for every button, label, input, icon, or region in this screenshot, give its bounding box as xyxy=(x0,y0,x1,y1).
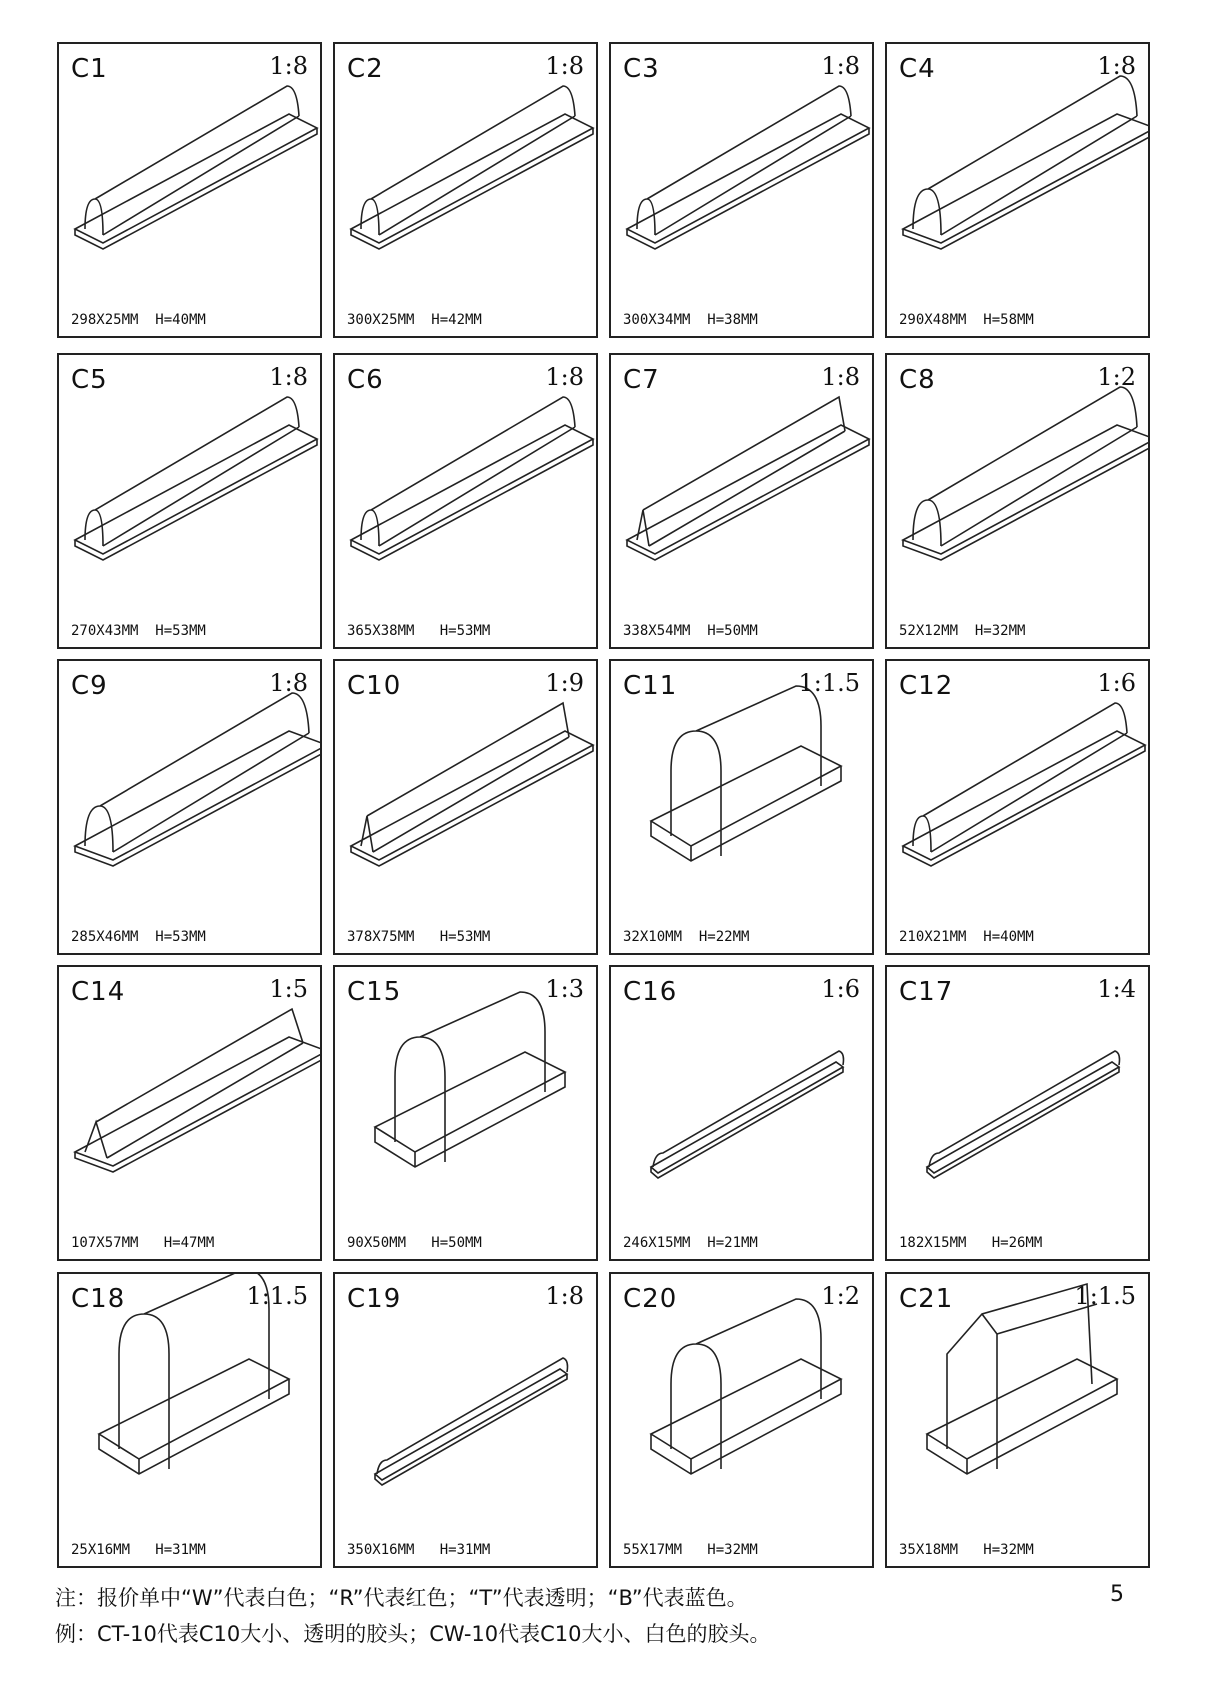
product-code: C7 xyxy=(623,365,660,395)
product-code: C4 xyxy=(899,54,936,84)
product-code: C5 xyxy=(71,365,108,395)
product-card-c2 xyxy=(333,42,598,338)
product-drawing xyxy=(887,355,1148,647)
drawing-scale: 1:9 xyxy=(545,669,584,697)
product-card-c6 xyxy=(333,353,598,649)
product-card-c7 xyxy=(609,353,874,649)
product-card-c8 xyxy=(885,353,1150,649)
drawing-scale: 1:4 xyxy=(1097,975,1136,1003)
product-drawing xyxy=(59,661,320,953)
example-note: 例：CT-10代表C10大小、透明的胶头；CW-10代表C10大小、白色的胶头。 xyxy=(55,1622,771,1646)
product-card-c14 xyxy=(57,965,322,1261)
drawing-scale: 1:8 xyxy=(545,1282,584,1310)
product-card-c16 xyxy=(609,965,874,1261)
product-card-c1 xyxy=(57,42,322,338)
color-code-note: 注：报价单中“W”代表白色；“R”代表红色；“T”代表透明；“B”代表蓝色。 xyxy=(55,1586,748,1610)
drawing-scale: 1:1.5 xyxy=(246,1282,308,1310)
drawing-scale: 1:5 xyxy=(269,975,308,1003)
product-code: C20 xyxy=(623,1284,678,1314)
product-drawing xyxy=(887,661,1148,953)
product-dimensions: 378X75MM H=53MM xyxy=(347,929,491,945)
product-code: C14 xyxy=(71,977,126,1007)
product-card-c4 xyxy=(885,42,1150,338)
product-code: C15 xyxy=(347,977,402,1007)
product-drawing xyxy=(335,967,596,1259)
product-code: C9 xyxy=(71,671,108,701)
drawing-scale: 1:1.5 xyxy=(798,669,860,697)
product-card-c12 xyxy=(885,659,1150,955)
product-dimensions: 270X43MM H=53MM xyxy=(71,623,206,639)
drawing-scale: 1:6 xyxy=(1097,669,1136,697)
product-code: C17 xyxy=(899,977,954,1007)
product-code: C11 xyxy=(623,671,678,701)
product-drawing xyxy=(335,355,596,647)
product-card-c3 xyxy=(609,42,874,338)
product-card-c15 xyxy=(333,965,598,1261)
product-drawing xyxy=(59,967,320,1259)
product-code: C12 xyxy=(899,671,954,701)
product-drawing xyxy=(887,1274,1148,1566)
product-dimensions: 350X16MM H=31MM xyxy=(347,1542,491,1558)
product-dimensions: 25X16MM H=31MM xyxy=(71,1542,206,1558)
drawing-scale: 1:8 xyxy=(269,363,308,391)
drawing-scale: 1:8 xyxy=(545,363,584,391)
drawing-scale: 1:8 xyxy=(821,52,860,80)
product-code: C16 xyxy=(623,977,678,1007)
product-dimensions: 55X17MM H=32MM xyxy=(623,1542,758,1558)
product-card-c10 xyxy=(333,659,598,955)
product-dimensions: 300X34MM H=38MM xyxy=(623,312,758,328)
product-dimensions: 285X46MM H=53MM xyxy=(71,929,206,945)
product-card-c11 xyxy=(609,659,874,955)
product-code: C6 xyxy=(347,365,384,395)
product-dimensions: 300X25MM H=42MM xyxy=(347,312,482,328)
product-dimensions: 365X38MM H=53MM xyxy=(347,623,491,639)
product-dimensions: 107X57MM H=47MM xyxy=(71,1235,215,1251)
product-dimensions: 182X15MM H=26MM xyxy=(899,1235,1043,1251)
drawing-scale: 1:8 xyxy=(1097,52,1136,80)
product-card-c19 xyxy=(333,1272,598,1568)
product-code: C18 xyxy=(71,1284,126,1314)
product-drawing xyxy=(887,44,1148,336)
product-card-c9 xyxy=(57,659,322,955)
product-card-c20 xyxy=(609,1272,874,1568)
product-drawing xyxy=(611,661,872,953)
drawing-scale: 1:6 xyxy=(821,975,860,1003)
product-drawing xyxy=(335,44,596,336)
product-drawing xyxy=(611,44,872,336)
product-code: C10 xyxy=(347,671,402,701)
product-dimensions: 210X21MM H=40MM xyxy=(899,929,1034,945)
product-drawing xyxy=(59,1274,320,1566)
drawing-scale: 1:8 xyxy=(545,52,584,80)
product-dimensions: 338X54MM H=50MM xyxy=(623,623,758,639)
drawing-scale: 1:1.5 xyxy=(1074,1282,1136,1310)
product-dimensions: 298X25MM H=40MM xyxy=(71,312,206,328)
drawing-scale: 1:2 xyxy=(821,1282,860,1310)
product-code: C3 xyxy=(623,54,660,84)
product-dimensions: 32X10MM H=22MM xyxy=(623,929,750,945)
product-code: C2 xyxy=(347,54,384,84)
product-code: C1 xyxy=(71,54,108,84)
product-drawing xyxy=(335,1274,596,1566)
product-card-c5 xyxy=(57,353,322,649)
product-dimensions: 90X50MM H=50MM xyxy=(347,1235,482,1251)
drawing-scale: 1:8 xyxy=(269,669,308,697)
product-drawing xyxy=(887,967,1148,1259)
product-drawing xyxy=(611,355,872,647)
product-dimensions: 35X18MM H=32MM xyxy=(899,1542,1034,1558)
product-dimensions: 52X12MM H=32MM xyxy=(899,623,1026,639)
product-card-c21 xyxy=(885,1272,1150,1568)
product-drawing xyxy=(59,44,320,336)
product-code: C8 xyxy=(899,365,936,395)
page-number: 5 xyxy=(1110,1582,1124,1607)
product-card-c18 xyxy=(57,1272,322,1568)
product-drawing xyxy=(611,967,872,1259)
product-code: C21 xyxy=(899,1284,954,1314)
drawing-scale: 1:3 xyxy=(545,975,584,1003)
product-drawing xyxy=(611,1274,872,1566)
product-card-c17 xyxy=(885,965,1150,1261)
drawing-scale: 1:2 xyxy=(1097,363,1136,391)
product-drawing xyxy=(59,355,320,647)
drawing-scale: 1:8 xyxy=(821,363,860,391)
product-dimensions: 290X48MM H=58MM xyxy=(899,312,1034,328)
product-dimensions: 246X15MM H=21MM xyxy=(623,1235,758,1251)
product-code: C19 xyxy=(347,1284,402,1314)
product-drawing xyxy=(335,661,596,953)
drawing-scale: 1:8 xyxy=(269,52,308,80)
